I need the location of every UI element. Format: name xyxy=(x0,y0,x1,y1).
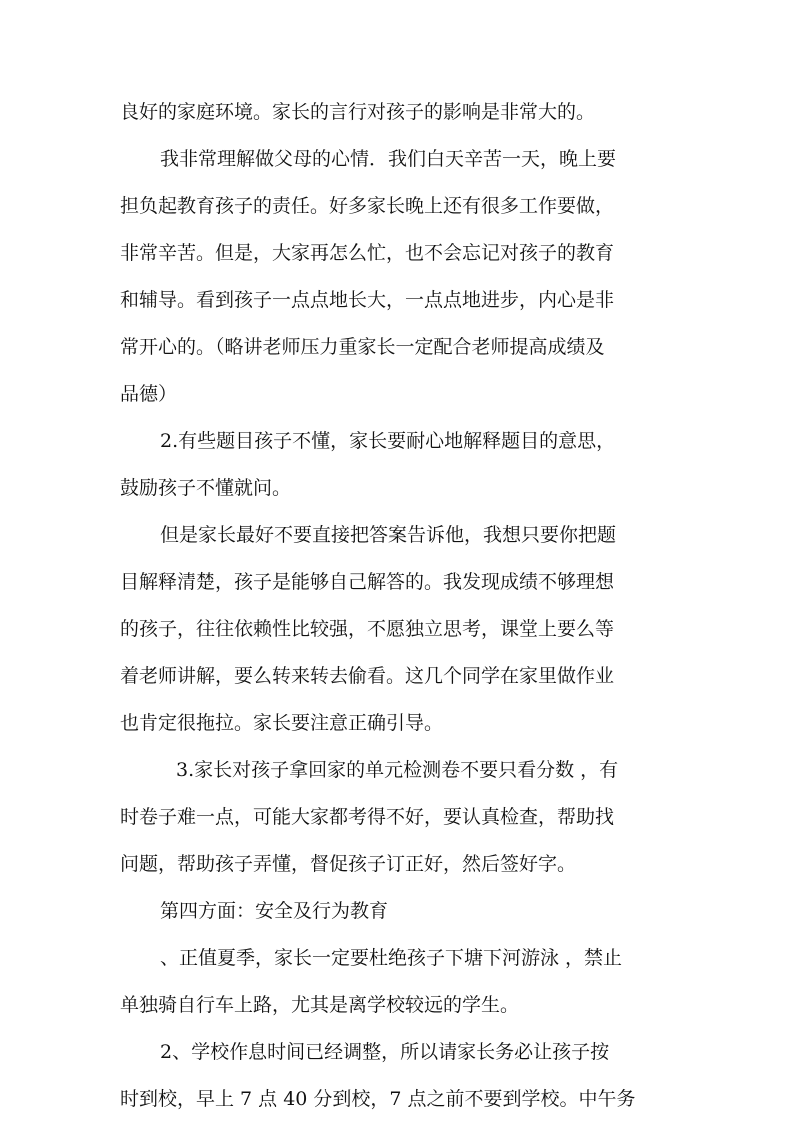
text-line: 时到校，早上 7 点 40 分到校，7 点之前不要到学校。中午务 xyxy=(120,1088,636,1110)
paragraph-start-line: 我非常理解做父母的心情．我们白天辛苦一天，晚上要 xyxy=(160,148,617,170)
text-line: 问题，帮助孩子弄懂，督促孩子订正好，然后签好字。 xyxy=(120,853,577,875)
paragraph-start-line: 但是家长最好不要直接把答案告诉他，我想只要你把题 xyxy=(160,524,617,546)
text-line: 单独骑自行车上路，尤其是离学校较远的学生。 xyxy=(120,994,520,1016)
text-line: 担负起教育孩子的责任。好多家长晚上还有很多工作要做， xyxy=(120,195,615,217)
text-line: 着老师讲解，要么转来转去偷看。这几个同学在家里做作业 xyxy=(120,665,615,687)
text-line: 时卷子难一点，可能大家都考得不好，要认真检查，帮助找 xyxy=(120,806,615,828)
numbered-item-3-line: 3.家长对孩子拿回家的单元检测卷不要只看分数 ，有 xyxy=(176,759,619,781)
text-line: 非常辛苦。但是，大家再怎么忙，也不会忘记对孩子的教育 xyxy=(120,242,615,264)
text-line: 的孩子，往往依赖性比较强，不愿独立思考，课堂上要么等 xyxy=(120,618,615,640)
text-line: 常开心的。（略讲老师压力重家长一定配合老师提高成绩及 xyxy=(120,336,605,358)
text-line: 也肯定很拖拉。家长要注意正确引导。 xyxy=(120,712,444,734)
numbered-item-2-line: 2.有些题目孩子不懂，家长要耐心地解释题目的意思， xyxy=(160,430,616,452)
list-item-2-line: 2、学校作息时间已经调整，所以请家长务必让孩子按 xyxy=(160,1041,610,1063)
section-heading: 第四方面：安全及行为教育 xyxy=(160,900,389,922)
text-line: 和辅导。看到孩子一点点地长大，一点点地进步，内心是非 xyxy=(120,289,615,311)
text-line: 鼓励孩子不懂就问。 xyxy=(120,477,292,499)
text-line: 良好的家庭环境。家长的言行对孩子的影响是非常大的。 xyxy=(120,101,596,123)
text-line: 目解释清楚，孩子是能够自己解答的。我发现成绩不够理想 xyxy=(120,571,615,593)
list-item-line: 、正值夏季，家长一定要杜绝孩子下塘下河游泳 ，禁止 xyxy=(160,947,623,969)
text-line: 品德） xyxy=(120,383,178,405)
